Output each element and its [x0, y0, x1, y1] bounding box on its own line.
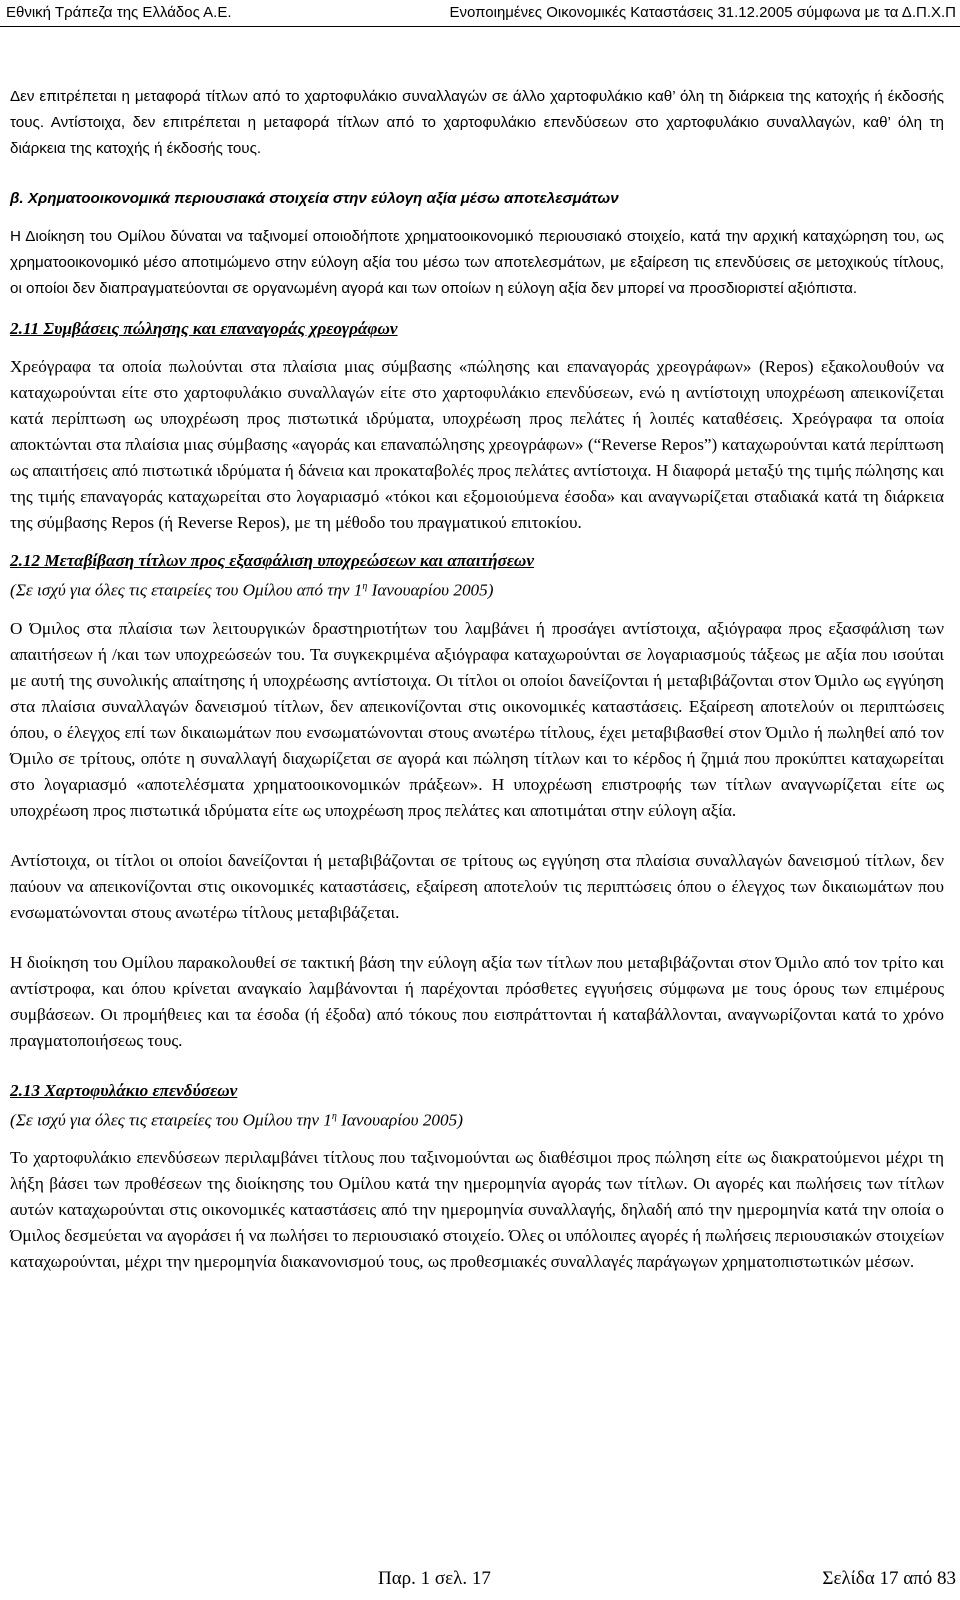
section-2-12-heading: 2.12 Μεταβίβαση τίτλων προς εξασφάλιση υποχρεώσεων και απαιτήσεων: [10, 551, 534, 570]
footer-section-ref: Παρ. 1 σελ. 17: [378, 1568, 491, 1589]
section-b-paragraph: Η Διοίκηση του Ομίλου δύναται να ταξινομεί οποιοδήποτε χρηματοοικονομικό περιουσιακό στοιχείο, κατά την αρχική καταχώρηση του, ως χρηματοοικονομικό μέσο αποτιμώμενο στην εύλογη αξία του μέσω των αποτελεσμάτων, με εξαίρεση τις επενδύσεις σε μετοχικούς τίτλους, οι οποίοι δεν διαπραγματεύονται σε οργανωμένη αγορά και των οποίων η εύλογη αξία δεν μπορεί να προσδιοριστεί αξιόπιστα.: [10, 228, 944, 297]
header-document-title: Ενοποιημένες Οικονομικές Καταστάσεις 31.12.2005 σύμφωνα με τα Δ.Π.Χ.Π: [449, 4, 956, 21]
section-2-12-subheading: (Σε ισχύ για όλες τις εταιρείες του Ομίλου από την $1^\eta$ Ιανουαρίου 2005): [10, 580, 494, 600]
section-b-heading: β. Χρηματοοικονομικά περιουσιακά στοιχεία στην εύλογη αξία μέσω αποτελεσμάτων: [10, 190, 619, 207]
header-company-name: Εθνική Τράπεζα της Ελλάδος Α.Ε.: [6, 4, 232, 21]
section-2-13-heading: 2.13 Χαρτοφυλάκιο επενδύσεων: [10, 1080, 238, 1100]
page-header: [0, 0, 960, 30]
header-rule: [0, 26, 960, 27]
section-2-12-paragraph-3: Η διοίκηση του Ομίλου παρακολουθεί σε τακτική βάση την εύλογη αξία των τίτλων που μεταβιβάζονται στον Όμιλο από τον τρίτο και αντίστροφα, και όπου κρίνεται αναγκαίο λαμβάνονται ή παρέχονται πρόσθετες εγγυήσεις σύμφωνα με τους όρους των επιμέρους συμβάσεων. Οι προμήθειες και τα έσοδα (ή έξοδα) από τόκους που εισπράττονται ή καταβάλλονται, αναγνωρίζονται κατά το χρόνο πραγματοποιήσεως τους.: [10, 952, 944, 1050]
page-footer: [0, 1568, 960, 1598]
intro-paragraph: Δεν επιτρέπεται η μεταφορά τίτλων από το χαρτοφυλάκιο συναλλαγών σε άλλο χαρτοφυλάκιο καθ’ όλη τη διάρκεια της κατοχής ή έκδοσής τους. Αντίστοιχα, δεν επιτρέπεται η μεταφορά τίτλων από το χαρτοφυλάκιο επενδύσεων στο χαρτοφυλάκιο συναλλαγών, καθ’ όλη τη διάρκεια της κατοχής ή έκδοσής τους.: [10, 88, 944, 157]
section-2-12-paragraph-2: Αντίστοιχα, οι τίτλοι οι οποίοι δανείζονται ή μεταβιβάζονται σε τρίτους ως εγγύηση στα πλαίσια συναλλαγών δανεισμού τίτλων, δεν παύουν να απεικονίζονται στις οικονομικές καταστάσεις, εξαίρεση αποτελούν τις περιπτώσεις όπου ο έλεγχος των δικαιωμάτων που ενσωματώνονται στους ανωτέρω τίτλους μεταβιβάζεται.: [10, 850, 944, 922]
document-body: [10, 84, 944, 1275]
footer-page-number: Σελίδα 17 από 83: [822, 1568, 956, 1589]
section-2-11-heading: 2.11 Συμβάσεις πώλησης και επαναγοράς χρεογράφων: [10, 319, 398, 338]
section-2-12-paragraph-1: Ο Όμιλος στα πλαίσια των λειτουργικών δραστηριοτήτων του λαμβάνει ή προσάγει αντίστοιχα, αξιόγραφα προς εξασφάλιση των απαιτήσεων ή /και των υποχρεώσεών του. Τα συγκεκριμένα αξιόγραφα καταχωρούνται σε λογαριασμούς τάξεως με αξία που ισούται με αυτή της συνολικής απαίτησης ή υποχρέωσης αντίστοιχα. Οι τίτλοι οι οποίοι δανείζονται ή μεταβιβάζονται στον Όμιλο ως εγγύηση στα πλαίσια συναλλαγών δανεισμού τίτλων, δεν απεικονίζονται στις οικονομικές καταστάσεις. Εξαίρεση αποτελούν οι περιπτώσεις όπου, ο έλεγχος επί των δικαιωμάτων που ενσωματώνονται στους ανωτέρω τίτλους, έχει μεταβιβασθεί στον Όμιλο ή πωληθεί από τον Όμιλο σε τρίτους, οπότε η συναλλαγή διαχωρίζεται σε αγορά και πώληση τίτλων και το κέρδος ή ζημιά που προκύπτει καταχωρείται στο λογαριασμό «αποτελέσματα χρηματοοικονομικών πράξεων». Η υποχρέωση επιστροφής των τίτλων αναγνωρίζεται είτε ως υποχρέωση προς πιστωτικά ιδρύματα είτε ως υποχρέωση προς πελάτες και αποτιμάται στην εύλογη αξία.: [10, 618, 944, 820]
section-2-13-paragraph: Το χαρτοφυλάκιο επενδύσεων περιλαμβάνει τίτλους που ταξινομούνται ως διαθέσιμοι προς πώληση είτε ως διακρατούμενοι μέχρι τη λήξη βάσει των προθέσεων της διοίκησης του Ομίλου κατά την ημερομηνία αγοράς των τίτλων. Οι αγορές και πωλήσεις των τίτλων αυτών καταχωρούνται στις οικονομικές καταστάσεις από την ημερομηνία συναλλαγής, δηλαδή από την ημερομηνία κατά την οποία ο Όμιλος δεσμεύεται να αγοράσει ή να πωλήσει το περιουσιακό στοιχείο. Όλες οι υπόλοιπες αγορές ή πωλήσεις περιουσιακών στοιχείων καταχωρούνται, μέχρι την ημερομηνία διακανονισμού τους, ως προθεσμιακές συναλλαγές παράγωγων χρηματοπιστωτικών μέσων.: [10, 1148, 944, 1272]
section-2-11-paragraph: Χρεόγραφα τα οποία πωλούνται στα πλαίσια μιας σύμβασης «πώλησης και επαναγοράς χρεογράφων» (Repos) εξακολουθούν να καταχωρούνται είτε στο χαρτοφυλάκιο συναλλαγών είτε στο χαρτοφυλάκιο επενδύσεων, ενώ η αντίστοιχη υποχρέωση απεικονίζεται κατά περίπτωση ως υποχρέωση προς πιστωτικά ιδρύματα, υποχρέωση προς πελάτες ή λοιπές καταθέσεις. Χρεόγραφα τα οποία αποκτώνται στα πλαίσια μιας σύμβασης «αγοράς και επαναπώλησης χρεογράφων» (“Reverse Repos”) καταχωρούνται κατά περίπτωση ως απαιτήσεις από πιστωτικά ιδρύματα ή δάνεια και προκαταβολές προς πελάτες αντίστοιχα. Η διαφορά μεταξύ της τιμής πώλησης και της τιμής επαναγοράς καταχωρείται στο λογαριασμό «τόκοι και εξομοιούμενα έσοδα» και αναγνωρίζεται σταδιακά κατά τη διάρκεια της σύμβασης Repos (ή Reverse Repos), με τη μέθοδο του πραγματικού επιτοκίου.: [10, 357, 944, 532]
section-2-13-subheading: (Σε ισχύ για όλες τις εταιρείες του Ομίλου την $1^\eta$ Ιανουαρίου 2005): [10, 1110, 463, 1130]
